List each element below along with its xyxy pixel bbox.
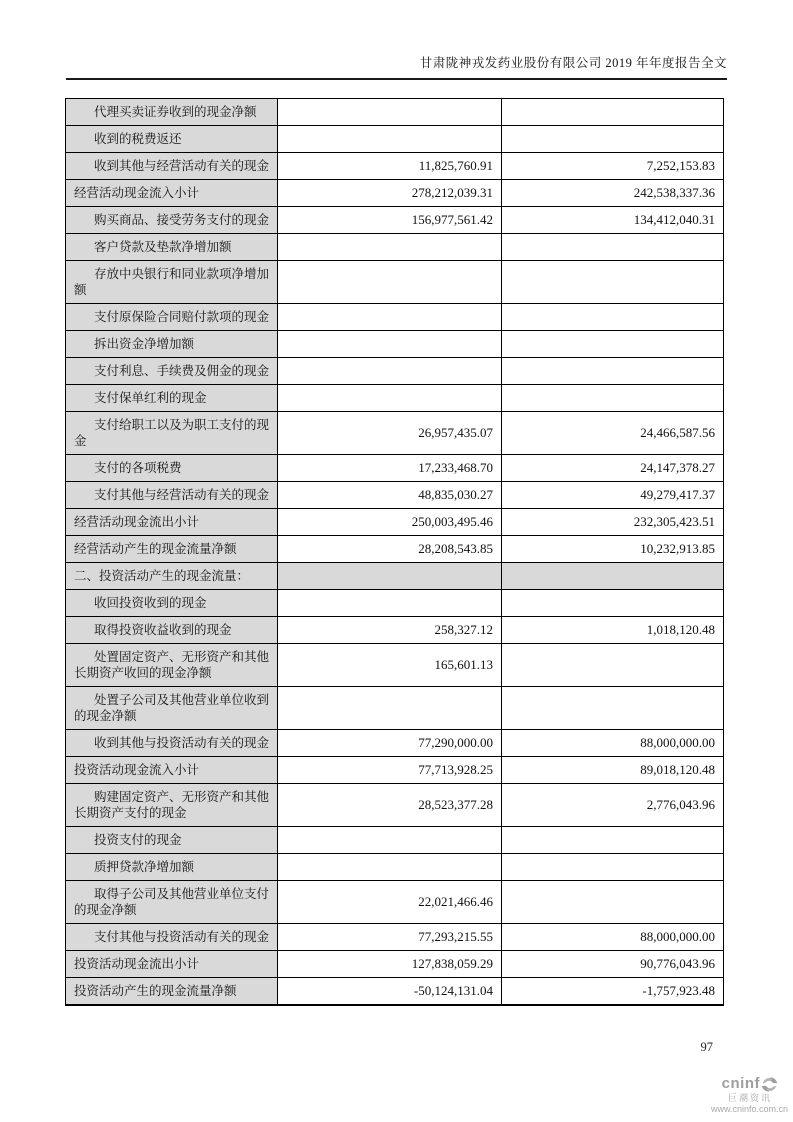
row-prior-period-value: 24,466,587.56 bbox=[502, 412, 724, 455]
row-item-label: 支付的各项税费 bbox=[66, 455, 278, 482]
row-item-label: 代理买卖证券收到的现金净额 bbox=[66, 99, 278, 126]
row-prior-period-value: 90,776,043.96 bbox=[502, 951, 724, 978]
row-prior-period-value: 134,412,040.31 bbox=[502, 207, 724, 234]
row-current-period-value bbox=[278, 827, 502, 854]
cash-flow-table bbox=[65, 98, 724, 1006]
row-prior-period-value: 1,018,120.48 bbox=[502, 617, 724, 644]
table-row bbox=[66, 358, 724, 385]
row-item-label: 投资活动现金流出小计 bbox=[66, 951, 278, 978]
row-prior-period-value: 10,232,913.85 bbox=[502, 536, 724, 563]
row-item-label: 收回投资收到的现金 bbox=[66, 590, 278, 617]
cninfo-logo bbox=[693, 1076, 788, 1115]
row-item-label: 支付给职工以及为职工支付的现金 bbox=[66, 412, 278, 455]
table-row bbox=[66, 99, 724, 126]
row-item-label: 质押贷款净增加额 bbox=[66, 854, 278, 881]
row-prior-period-value: 49,279,417.37 bbox=[502, 482, 724, 509]
row-item-label: 支付其他与经营活动有关的现金 bbox=[66, 482, 278, 509]
row-prior-period-value bbox=[502, 358, 724, 385]
row-current-period-value: -50,124,131.04 bbox=[278, 978, 502, 1006]
row-current-period-value bbox=[278, 590, 502, 617]
row-prior-period-value bbox=[502, 827, 724, 854]
row-prior-period-value: 2,776,043.96 bbox=[502, 784, 724, 827]
row-prior-period-value: 24,147,378.27 bbox=[502, 455, 724, 482]
page-number: 97 bbox=[700, 1040, 713, 1054]
row-item-label: 处置固定资产、无形资产和其他长期资产收回的现金净额 bbox=[66, 644, 278, 687]
table-row bbox=[66, 978, 724, 1006]
row-item-label: 取得子公司及其他营业单位支付的现金净额 bbox=[66, 881, 278, 924]
row-current-period-value: 250,003,495.46 bbox=[278, 509, 502, 536]
table-row bbox=[66, 234, 724, 261]
table-row bbox=[66, 644, 724, 687]
row-current-period-value: 258,327.12 bbox=[278, 617, 502, 644]
row-current-period-value bbox=[278, 563, 502, 590]
row-item-label: 经营活动现金流入小计 bbox=[66, 180, 278, 207]
cninfo-logo-brand-text: cninf bbox=[721, 1075, 760, 1093]
row-prior-period-value: 242,538,337.36 bbox=[502, 180, 724, 207]
row-item-label: 支付其他与投资活动有关的现金 bbox=[66, 924, 278, 951]
row-current-period-value: 165,601.13 bbox=[278, 644, 502, 687]
table-row bbox=[66, 951, 724, 978]
row-current-period-value: 11,825,760.91 bbox=[278, 153, 502, 180]
table-row bbox=[66, 617, 724, 644]
table-row bbox=[66, 180, 724, 207]
cninfo-logo-url: www.cninfo.com.cn bbox=[710, 1103, 788, 1114]
row-item-label: 客户贷款及垫款净增加额 bbox=[66, 234, 278, 261]
row-current-period-value: 156,977,561.42 bbox=[278, 207, 502, 234]
row-prior-period-value bbox=[502, 234, 724, 261]
row-current-period-value: 28,523,377.28 bbox=[278, 784, 502, 827]
row-item-label: 支付保单红利的现金 bbox=[66, 385, 278, 412]
row-item-label: 经营活动现金流出小计 bbox=[66, 509, 278, 536]
row-item-label: 购买商品、接受劳务支付的现金 bbox=[66, 207, 278, 234]
row-current-period-value: 26,957,435.07 bbox=[278, 412, 502, 455]
table-row bbox=[66, 730, 724, 757]
row-current-period-value: 278,212,039.31 bbox=[278, 180, 502, 207]
row-current-period-value: 22,021,466.46 bbox=[278, 881, 502, 924]
row-current-period-value: 17,233,468.70 bbox=[278, 455, 502, 482]
row-current-period-value: 77,713,928.25 bbox=[278, 757, 502, 784]
row-item-label: 经营活动产生的现金流量净额 bbox=[66, 536, 278, 563]
row-item-label: 支付原保险合同赔付款项的现金 bbox=[66, 304, 278, 331]
table-row bbox=[66, 563, 724, 590]
row-item-label: 收到其他与投资活动有关的现金 bbox=[66, 730, 278, 757]
row-item-label: 收到的税费返还 bbox=[66, 126, 278, 153]
table-row bbox=[66, 924, 724, 951]
row-prior-period-value bbox=[502, 99, 724, 126]
row-current-period-value bbox=[278, 261, 502, 304]
row-current-period-value bbox=[278, 385, 502, 412]
row-current-period-value: 48,835,030.27 bbox=[278, 482, 502, 509]
table-row bbox=[66, 412, 724, 455]
page-header-title: 甘肃陇神戎发药业股份有限公司 2019 年年度报告全文 bbox=[419, 56, 727, 70]
row-current-period-value bbox=[278, 234, 502, 261]
row-prior-period-value: 88,000,000.00 bbox=[502, 730, 724, 757]
table-row bbox=[66, 757, 724, 784]
row-prior-period-value bbox=[502, 687, 724, 730]
row-item-label: 存放中央银行和同业款项净增加额 bbox=[66, 261, 278, 304]
row-prior-period-value bbox=[502, 261, 724, 304]
row-item-label: 收到其他与经营活动有关的现金 bbox=[66, 153, 278, 180]
table-row bbox=[66, 126, 724, 153]
table-row bbox=[66, 261, 724, 304]
row-prior-period-value: 88,000,000.00 bbox=[502, 924, 724, 951]
row-prior-period-value: 89,018,120.48 bbox=[502, 757, 724, 784]
cninfo-logo-chinese-name: 巨潮资讯 bbox=[727, 1093, 772, 1103]
cninfo-logo-brand-row bbox=[693, 1076, 778, 1093]
row-current-period-value: 77,293,215.55 bbox=[278, 924, 502, 951]
row-item-label: 投资支付的现金 bbox=[66, 827, 278, 854]
row-item-label: 购建固定资产、无形资产和其他长期资产支付的现金 bbox=[66, 784, 278, 827]
row-item-label: 取得投资收益收到的现金 bbox=[66, 617, 278, 644]
row-prior-period-value bbox=[502, 590, 724, 617]
table-row bbox=[66, 331, 724, 358]
table-row bbox=[66, 455, 724, 482]
table-row bbox=[66, 854, 724, 881]
row-current-period-value bbox=[278, 126, 502, 153]
row-current-period-value bbox=[278, 358, 502, 385]
row-item-label: 二、投资活动产生的现金流量： bbox=[66, 563, 278, 590]
row-prior-period-value bbox=[502, 126, 724, 153]
table-row bbox=[66, 687, 724, 730]
row-current-period-value: 28,208,543.85 bbox=[278, 536, 502, 563]
table-row bbox=[66, 590, 724, 617]
row-item-label: 支付利息、手续费及佣金的现金 bbox=[66, 358, 278, 385]
row-current-period-value bbox=[278, 304, 502, 331]
table-row bbox=[66, 207, 724, 234]
table-row bbox=[66, 536, 724, 563]
row-prior-period-value bbox=[502, 304, 724, 331]
row-prior-period-value bbox=[502, 881, 724, 924]
row-prior-period-value bbox=[502, 331, 724, 358]
row-prior-period-value bbox=[502, 563, 724, 590]
row-prior-period-value bbox=[502, 644, 724, 687]
table-row bbox=[66, 385, 724, 412]
row-current-period-value bbox=[278, 331, 502, 358]
table-row bbox=[66, 509, 724, 536]
table-row bbox=[66, 827, 724, 854]
row-current-period-value: 77,290,000.00 bbox=[278, 730, 502, 757]
row-prior-period-value bbox=[502, 854, 724, 881]
row-item-label: 投资活动产生的现金流量净额 bbox=[66, 978, 278, 1006]
row-prior-period-value: 7,252,153.83 bbox=[502, 153, 724, 180]
row-current-period-value bbox=[278, 99, 502, 126]
row-item-label: 投资活动现金流入小计 bbox=[66, 757, 278, 784]
table-row bbox=[66, 881, 724, 924]
row-current-period-value bbox=[278, 854, 502, 881]
table-row bbox=[66, 304, 724, 331]
table-row bbox=[66, 784, 724, 827]
table-row bbox=[66, 153, 724, 180]
table-row bbox=[66, 482, 724, 509]
row-prior-period-value bbox=[502, 385, 724, 412]
row-item-label: 拆出资金净增加额 bbox=[66, 331, 278, 358]
row-current-period-value bbox=[278, 687, 502, 730]
row-item-label: 处置子公司及其他营业单位收到的现金净额 bbox=[66, 687, 278, 730]
row-prior-period-value: -1,757,923.48 bbox=[502, 978, 724, 1006]
cninfo-swirl-icon bbox=[761, 1076, 778, 1093]
header-rule bbox=[66, 78, 727, 80]
row-prior-period-value: 232,305,423.51 bbox=[502, 509, 724, 536]
row-current-period-value: 127,838,059.29 bbox=[278, 951, 502, 978]
